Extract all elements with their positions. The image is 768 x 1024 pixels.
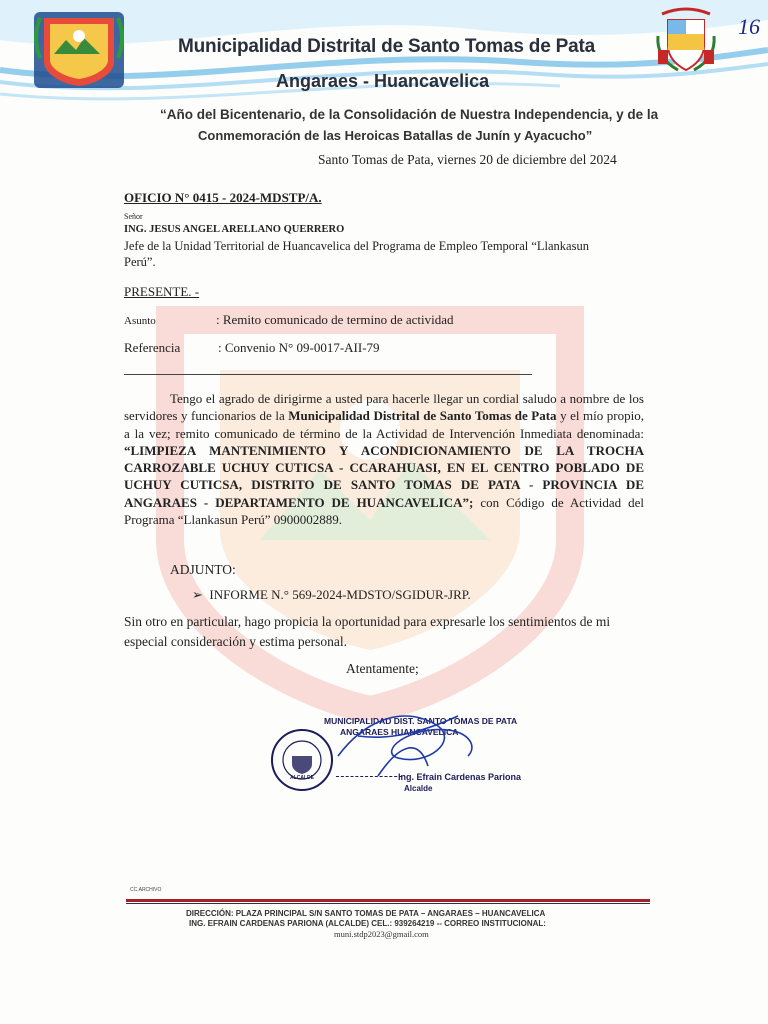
- recipient-name: ING. JESUS ANGEL ARELLANO QUERRERO: [124, 224, 345, 235]
- body-text-e: con Código de Actividad del Programa “Llankasun Perú” 0900002889.: [124, 494, 644, 528]
- adjunto-label: ADJUNTO:: [170, 562, 236, 577]
- municipality-logo: [30, 10, 128, 90]
- body-paragraph: [124, 390, 644, 528]
- divider-line: [124, 374, 532, 375]
- body-text-municipality: Municipalidad Distrital de Santo Tomas de Pata: [288, 408, 557, 424]
- closing-paragraph: Sin otro en particular, hago propicia la oportunidad para expresarle los sentimientos de mi especial consideración y estima personal.: [124, 614, 611, 649]
- referencia-value: : Convenio N° 09-0017-AII-79: [218, 340, 380, 355]
- stamp-line-1: MUNICIPALIDAD DIST. SANTO TOMAS DE PATA: [324, 716, 518, 726]
- signatory-role: Alcalde: [404, 784, 433, 793]
- attachment-text: INFORME N.° 569-2024-MDSTO/SGIDUR-JRP.: [209, 587, 471, 602]
- referencia-label: Referencia: [124, 340, 181, 355]
- footer-email: muni.stdp2023@gmail.com: [334, 929, 429, 939]
- peru-coat-of-arms-icon: [654, 6, 718, 76]
- cc-archive-note: CC.ARCHIVO: [130, 887, 162, 893]
- salutation-title: Señor: [124, 212, 143, 221]
- oficio-number: OFICIO N° 0415 - 2024-MDSTP/A.: [124, 190, 322, 205]
- header-subtitle: Angaraes - Huancavelica: [276, 71, 490, 91]
- footer-address: DIRECCIÓN: PLAZA PRINCIPAL S/N SANTO TOMAS DE PATA – ANGARAES – HUANCAVELICA: [186, 909, 546, 918]
- letter-date: Santo Tomas de Pata, viernes 20 de diciembre del 2024: [318, 152, 617, 167]
- stamp-line-2: ANGARAES HUANCAVELICA: [340, 727, 459, 737]
- footer-rule: [126, 903, 650, 904]
- presente-heading: PRESENTE. -: [124, 284, 200, 299]
- recipient-role-line-1: Jefe de la Unidad Territorial de Huancavelica del Programa de Empleo Temporal “Llankasun: [124, 239, 589, 253]
- seal-center-text: ALCALDE: [290, 775, 314, 781]
- asunto-value: : Remito comunicado de termino de actividad: [216, 312, 454, 327]
- arrow-bullet-icon: ➢: [192, 587, 203, 602]
- body-text-a: Tengo el agrado de dirigirme a usted para hacerle llegar un cordial saludo a nombre de los servidores y funcionarios de la: [124, 391, 644, 424]
- signature-line: [336, 776, 402, 777]
- body-text-activity-name: “LIMPIEZA MANTENIMIENTO Y ACONDICIONAMIENTO DE LA TROCHA CARROZABLE UCHUY CUTICSA - CCARAHUASI, EN EL CENTRO POBLADO DE UCHUY CUTICSA, DISTRITO DE SANTO TOMAS DE PATA - PROVINCIA DE ANGARAES - DEPARTAMENTO DE HUANCAVELICA”;: [124, 442, 644, 510]
- asunto-label: Asunto: [124, 315, 156, 327]
- body-text-c: y el mío propio, a la vez; remito comunicado de término de la Actividad de Intervención Inmediata denominada:: [124, 408, 645, 441]
- motto-line-2: Conmemoración de las Heroicas Batallas de Junín y Ayacucho”: [198, 128, 593, 143]
- recipient-role-line-2: Perú”.: [124, 255, 156, 269]
- footer-red-rule: [126, 899, 650, 902]
- handwritten-page-number: 16: [738, 14, 760, 39]
- attachment-item: [192, 587, 471, 603]
- header-title: Municipalidad Distrital de Santo Tomas de Pata: [178, 36, 595, 57]
- signatory-name: Ing. Efrain Cardenas Pariona: [398, 772, 522, 782]
- footer-contact: ING. EFRAIN CARDENAS PARIONA (ALCALDE) CEL.: 939264219 -- CORREO INSTITUCIONAL:: [189, 919, 546, 928]
- motto-line-1: “Año del Bicentenario, de la Consolidación de Nuestra Independencia, y de la: [160, 107, 659, 122]
- sign-off: Atentamente;: [346, 661, 419, 676]
